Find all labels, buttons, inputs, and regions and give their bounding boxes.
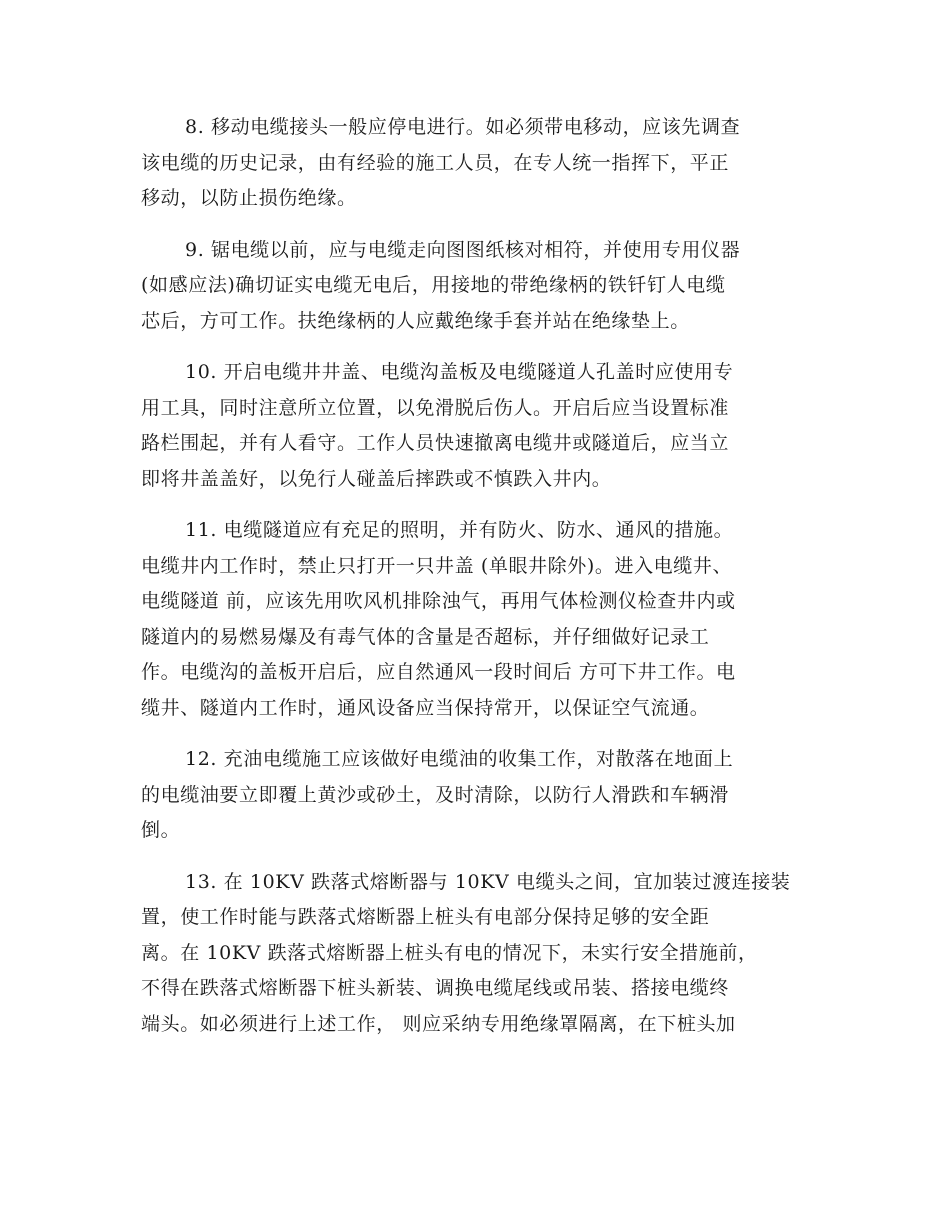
text-line: 离。在 10KV 跌落式熔断器上桩头有电的情况下，未实行安全措施前， [141, 941, 758, 964]
text-line: 移动，以防止损伤绝缘。 [141, 187, 357, 209]
text-line: 12. 充油电缆施工应该做好电缆油的收集工作，对散落在地面上 [185, 748, 734, 770]
document-body [141, 110, 816, 1058]
text-line: 10. 开启电缆井井盖、电缆沟盖板及电缆隧道人孔盖时应使用专 [185, 361, 734, 383]
text-line: 缆井、隧道内工作时，通风设备应当保持常开，以保证空气流通。 [141, 696, 710, 719]
text-line: 的电缆油要立即覆上黄沙或砂土，及时清除，以防行人滑跌和车辆滑 [141, 783, 730, 806]
text-line: 该电缆的历史记录，由有经验的施工人员，在专人统一指挥下，平正 [141, 151, 730, 174]
text-line: 8. 移动电缆接头一般应停电进行。如必须带电移动，应该先调查 [185, 116, 741, 138]
text-line: 芯后，方可工作。扶绝缘柄的人应戴绝缘手套并站在绝缘垫上。 [141, 309, 690, 332]
paragraph-8 [141, 110, 816, 217]
text-line: 作。电缆沟的盖板开启后，应自然通风一段时间后 方可下井工作。电 [141, 661, 736, 683]
text-line: 不得在跌落式熔断器下桩头新装、调换电缆尾线或吊装、搭接电缆终 [141, 977, 730, 999]
text-line: 即将井盖盖好，以免行人碰盖后摔跌或不慎跌入井内。 [141, 467, 612, 490]
paragraph-11 [141, 513, 816, 726]
text-line: 倒。 [141, 819, 181, 841]
text-line: 9. 锯电缆以前，应与电缆走向图图纸核对相符，并使用专用仪器 [185, 238, 741, 261]
text-line: 电缆井内工作时，禁止只打开一只井盖 (单眼井除外)。进入电缆井、 [141, 554, 733, 577]
text-line: 11. 电缆隧道应有充足的照明，并有防火、防水、通风的措施。 [185, 519, 734, 541]
text-line: (如感应法)确切证实电缆无电后，用接地的带绝缘柄的铁钎钉人电缆 [141, 274, 726, 296]
text-line: 电缆隧道 前，应该先用吹风机排除浊气，再用气体检测仪检查井内或 [141, 590, 736, 612]
text-line: 端头。如必须进行上述工作， 则应采纳专用绝缘罩隔离，在下桩头加 [141, 1012, 736, 1035]
text-line: 路栏围起，并有人看守。工作人员快速撤离电缆井或隧道后，应当立 [141, 432, 730, 454]
paragraph-10 [141, 355, 816, 497]
text-line: 置，使工作时能与跌落式熔断器上桩头有电部分保持足够的安全距 [141, 906, 710, 928]
text-line: 隧道内的易燃易爆及有毒气体的含量是否超标，并仔细做好记录工 [141, 625, 710, 648]
text-line: 13. 在 10KV 跌落式熔断器与 10KV 电缆头之间，宜加装过渡连接装 [185, 870, 791, 893]
text-line: 用工具，同时注意所立位置，以免滑脱后伤人。开启后应当设置标准 [141, 396, 730, 419]
paragraph-9 [141, 233, 816, 340]
paragraph-13 [141, 865, 816, 1043]
paragraph-12 [141, 742, 816, 849]
